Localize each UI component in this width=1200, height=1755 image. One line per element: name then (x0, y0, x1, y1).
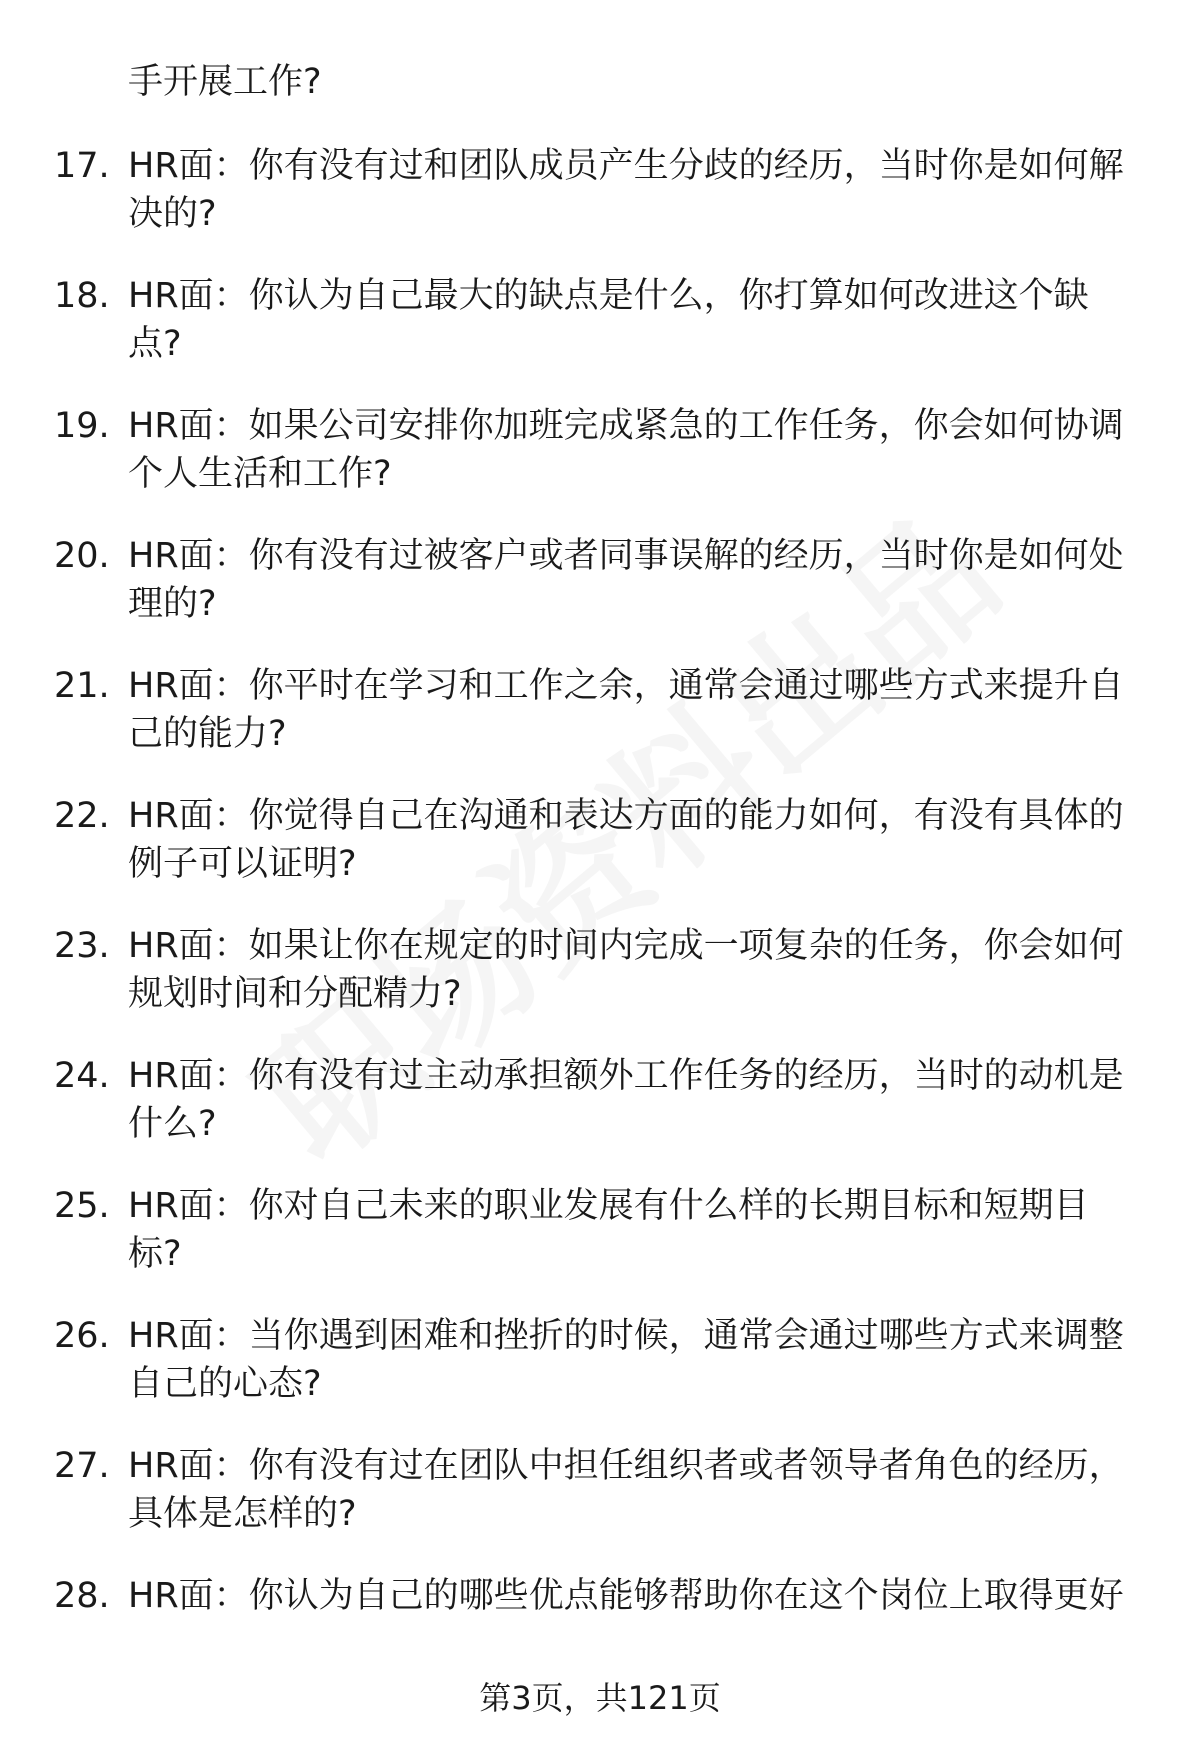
question-number: 22. (54, 796, 110, 836)
question-text-line: HR面：你认为自己最大的缺点是什么，你打算如何改进这个缺 (128, 276, 1089, 316)
question-text-line: 规划时间和分配精力? (128, 974, 462, 1014)
question-text (128, 662, 1158, 758)
question-text (128, 272, 1158, 368)
question-text (128, 792, 1158, 888)
question-text (128, 1312, 1158, 1408)
question-item (0, 1052, 1200, 1182)
question-item (0, 1182, 1200, 1312)
question-item (0, 662, 1200, 792)
question-item (0, 142, 1200, 272)
question-text-line: 具体是怎样的? (128, 1494, 357, 1534)
question-text-line: 个人生活和工作? (128, 454, 392, 494)
question-text-line: HR面：如果公司安排你加班完成紧急的工作任务，你会如何协调 (128, 406, 1124, 446)
question-item (0, 792, 1200, 922)
question-text-line: 点? (128, 324, 182, 364)
question-text-line: HR面：你有没有过和团队成员产生分歧的经历，当时你是如何解 (128, 146, 1124, 186)
question-list (0, 142, 1200, 1702)
question-item (0, 1312, 1200, 1442)
question-text (128, 1572, 1158, 1620)
question-item (0, 922, 1200, 1052)
question-text-line: 己的能力? (128, 714, 287, 754)
question-text (128, 1052, 1158, 1148)
continuation-line: 手开展工作? (128, 62, 322, 102)
question-text-line: 自己的心态? (128, 1364, 322, 1404)
question-text (128, 1442, 1158, 1538)
question-number: 19. (54, 406, 110, 446)
question-text-line: HR面：你对自己未来的职业发展有什么样的长期目标和短期目 (128, 1186, 1089, 1226)
question-text-line: 例子可以证明? (128, 844, 357, 884)
question-text (128, 402, 1158, 498)
question-text (128, 532, 1158, 628)
question-text (128, 1182, 1158, 1278)
question-text-line: 理的? (128, 584, 217, 624)
question-text-line: 标? (128, 1234, 182, 1274)
question-number: 26. (54, 1316, 110, 1356)
question-text-line: HR面：如果让你在规定的时间内完成一项复杂的任务，你会如何 (128, 926, 1124, 966)
question-text-line: HR面：你有没有过在团队中担任组织者或者领导者角色的经历， (128, 1446, 1124, 1486)
page-footer: 第3页，共121页 (479, 1679, 721, 1717)
question-text-line: HR面：你认为自己的哪些优点能够帮助你在这个岗位上取得更好 (128, 1576, 1124, 1616)
question-text-line: 什么? (128, 1104, 217, 1144)
question-item (0, 1442, 1200, 1572)
question-number: 25. (54, 1186, 110, 1226)
question-text-line: HR面：你觉得自己在沟通和表达方面的能力如何，有没有具体的 (128, 796, 1124, 836)
question-number: 17. (54, 146, 110, 186)
question-text (128, 922, 1158, 1018)
question-number: 20. (54, 536, 110, 576)
question-text-line: HR面：你平时在学习和工作之余，通常会通过哪些方式来提升自 (128, 666, 1124, 706)
question-text-line: HR面：你有没有过被客户或者同事误解的经历，当时你是如何处 (128, 536, 1124, 576)
question-number: 18. (54, 276, 110, 316)
question-text-line: HR面：当你遇到困难和挫折的时候，通常会通过哪些方式来调整 (128, 1316, 1124, 1356)
question-number: 24. (54, 1056, 110, 1096)
question-item (0, 272, 1200, 402)
question-number: 27. (54, 1446, 110, 1486)
question-text-line: HR面：你有没有过主动承担额外工作任务的经历，当时的动机是 (128, 1056, 1124, 1096)
question-item (0, 532, 1200, 662)
question-number: 21. (54, 666, 110, 706)
question-item (0, 402, 1200, 532)
question-text (128, 142, 1158, 238)
question-text-line: 决的? (128, 194, 217, 234)
question-number: 23. (54, 926, 110, 966)
question-number: 28. (54, 1576, 110, 1616)
